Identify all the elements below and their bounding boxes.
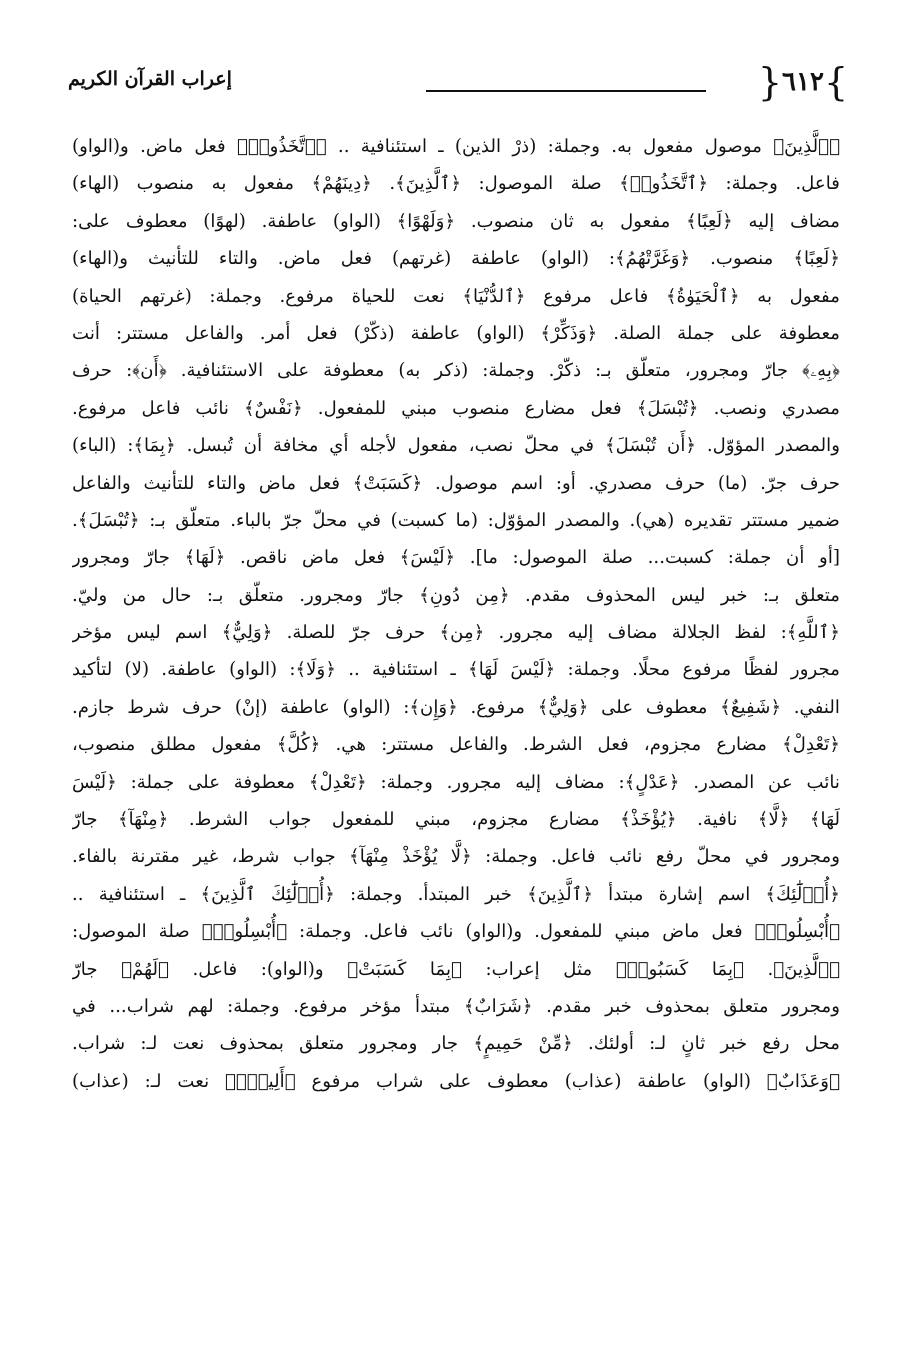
text-line: ﴿ٱللَّهِ﴾: لفظ الجلالة مضاف إليه مجرور. ﴿مِن﴾ حرف جرّ للصلة. ﴿وَلِيٌّ﴾ اسم ليس مؤخر <box>72 622 840 644</box>
text-line: ومجرور في محلّ رفع نائب فاعل. وجملة: ﴿لَّا يُؤْخَذْ مِنْهَآ﴾ جواب شرط، غير مقترنة بالفاء. <box>72 846 840 868</box>
text-line: معطوفة على جملة الصلة. ﴿وَذَكِّرْ﴾ (الواو) عاطفة (ذكّرْ) فعل أمر. والفاعل مستتر: أنت <box>72 322 840 344</box>
text-line: لَهَا﴾ ﴿لَّا﴾ نافية. ﴿يُؤْخَذْ﴾ مضارع مجزوم، مبني للمفعول جواب الشرط. ﴿مِنْهَآ﴾ جارّ <box>72 809 840 831</box>
text-line: حرف جرّ. (ما) حرف مصدري. أو: اسم موصول. ﴿كَسَبَتْ﴾ فعل ماض والتاء للتأنيث والفاعل <box>72 472 840 494</box>
text-line: ﴿ٱلَّذِينَ﴾ موصول مفعول به. وجملة: (ذرْ الذين) ـ استئنافية .. ﴿ٱتَّخَذُوا۟﴾ فعل ماض. و(الواو) <box>72 136 840 157</box>
text-line: مفعول به ﴿ٱلْحَيَوٰةُ﴾ فاعل مرفوع ﴿ٱلدُّنْيَا﴾ نعت للحياة مرفوع. وجملة: (غرتهم الحياة) <box>72 285 840 307</box>
text-line: متعلق بـ: خبر ليس المحذوف مقدم. ﴿مِن دُونِ﴾ جارّ ومجرور. متعلّق بـ: حال من وليّ. <box>72 584 840 606</box>
text-line: ومجرور متعلق بمحذوف خبر مقدم. ﴿شَرَابٌ﴾ مبتدأ مؤخر مرفوع. وجملة: لهم شراب... في <box>72 995 840 1017</box>
text-line: مصدري ونصب. ﴿تُبْسَلَ﴾ فعل مضارع منصوب مبني للمفعول. ﴿نَفْسٌ﴾ نائب فاعل مرفوع. <box>72 397 840 419</box>
page-number: ٦١٢ <box>782 67 824 97</box>
book-title: إعراب القرآن الكريم <box>68 68 232 90</box>
text-line: ﴿لَعِبًا﴾ منصوب. ﴿وَغَرَّتْهُمُ﴾: (الواو) عاطفة (غرتهم) فعل ماض. والتاء للتأنيث و(الهاء) <box>72 248 840 270</box>
text-line: ﴿بِهِۦ﴾ جارّ ومجرور، متعلّق بـ: ذكّرْ. وجملة: (ذكر به) معطوفة على الاستئنافية. ﴿أَن﴾: حرف <box>72 360 840 382</box>
text-line: والمصدر المؤوّل. ﴿أَن تُبْسَلَ﴾ في محلّ نصب، مفعول لأجله أي مخافة أن تُبسل. ﴿بِمَا﴾: (الباء) <box>72 435 840 457</box>
text-line: ﴿وَعَذَابٌ﴾ (الواو) عاطفة (عذاب) معطوف على شراب مرفوع ﴿أَلِيمٌۢ﴾ نعت لـ: (عذاب) <box>72 1070 840 1092</box>
text-line: مجرور لفظًا مرفوع محلًا. وجملة: ﴿لَيْسَ لَهَا﴾ ـ استئنافية .. ﴿وَلَا﴾: (الواو) عاطفة. (لا) لتأكيد <box>72 659 840 681</box>
text-line: نائب عن المصدر. ﴿عَدْلٍ﴾: مضاف إليه مجرور. وجملة: ﴿تَعْدِلْ﴾ معطوفة على جملة: ﴿لَيْسَ <box>72 771 840 793</box>
text-line: مضاف إليه ﴿لَعِبًا﴾ مفعول به ثان منصوب. ﴿وَلَهْوًا﴾ (الواو) عاطفة. (لهوًا) معطوف على: <box>72 210 840 232</box>
text-line: ﴿أُو۟لَٰٓئِكَ﴾ اسم إشارة مبتدأ ﴿ٱلَّذِينَ﴾ خبر المبتدأ. وجملة: ﴿أُو۟لَٰٓئِكَ ٱلَّذِينَ﴾ ـ استئنافية .. <box>72 883 840 905</box>
ornament-bracket-right: { <box>757 60 783 104</box>
ornament-bracket-left: } <box>823 60 849 104</box>
page-number-ornament <box>757 60 849 104</box>
header-rule <box>426 90 706 92</box>
text-line: محل رفع خبر ثانٍ لـ: أولئك. ﴿مِّنْ حَمِيمٍ﴾ جار ومجرور متعلق بمحذوف نعت لـ: شراب. <box>72 1033 840 1055</box>
text-line: ﴿ٱلَّذِينَ﴾. ﴿بِمَا كَسَبُوا۟﴾ مثل إعراب: ﴿بِمَا كَسَبَتْ﴾ و(الواو): فاعل. ﴿لَهُمْ﴾ جارّ <box>72 958 840 980</box>
page-body-text <box>72 128 840 1100</box>
text-line: النفي. ﴿شَفِيعٌ﴾ معطوف على ﴿وَلِيٌّ﴾ مرفوع. ﴿وَإِن﴾: (الواو) عاطفة (إنْ) حرف شرط جازم. <box>72 696 840 718</box>
text-line: فاعل. وجملة: ﴿ٱتَّخَذُوا۟﴾ صلة الموصول: ﴿ٱلَّذِينَ﴾. ﴿دِينَهُمْ﴾ مفعول به منصوب (الهاء) <box>72 173 840 195</box>
page-header <box>68 60 849 108</box>
text-line: [أو أن جملة: كسبت... صلة الموصول: ما]. ﴿لَيْسَ﴾ فعل ماض ناقص. ﴿لَهَا﴾ جارّ ومجرور <box>72 547 840 569</box>
text-line: ﴿تَعْدِلْ﴾ مضارع مجزوم، فعل الشرط. والفاعل مستتر: هي. ﴿كُلَّ﴾ مفعول مطلق منصوب، <box>72 734 840 756</box>
text-line: ﴿أُبْسِلُوا۟﴾ فعل ماض مبني للمفعول. و(الواو) نائب فاعل. وجملة: ﴿أُبْسِلُوا۟﴾ صلة الموصول: <box>72 921 840 943</box>
text-line: ضمير مستتر تقديره (هي). والمصدر المؤوّل: (ما كسبت) في محلّ جرّ بالباء. متعلّق بـ: ﴿تُبْسَلَ﴾. <box>72 509 840 531</box>
